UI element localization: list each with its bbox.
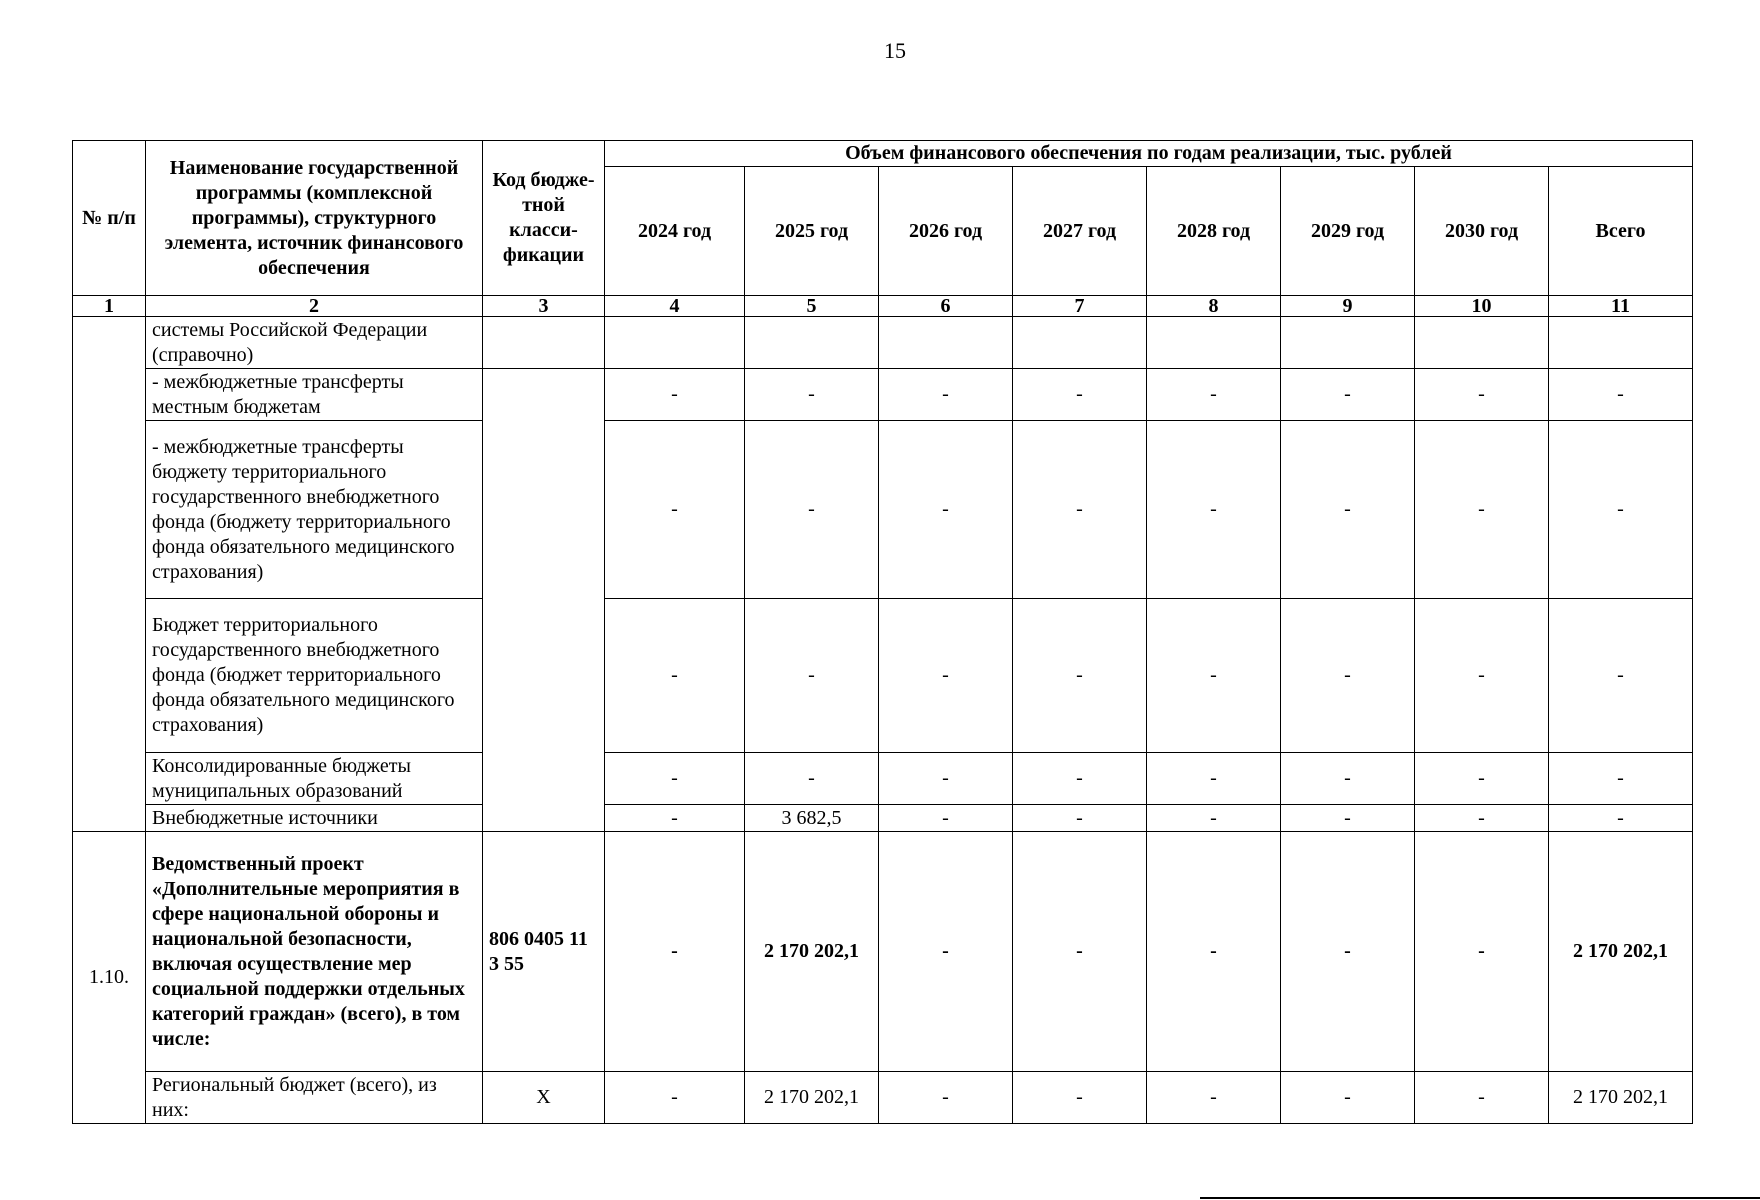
column-number: 10 <box>1415 296 1549 317</box>
value-cell: - <box>745 599 879 753</box>
regional-name: Региональный бюджет (всего), из них: <box>146 1072 483 1124</box>
header-name: Наименование государственной программы (комплексной программы), структурного элемента, источник финансового обеспечения <box>146 141 483 296</box>
value-cell: - <box>1147 832 1281 1072</box>
value-cell: 2 170 202,1 <box>1549 1072 1693 1124</box>
value-cell <box>879 317 1013 369</box>
value-cell: - <box>1415 832 1549 1072</box>
header-year: 2026 год <box>879 167 1013 296</box>
regional-code: Х <box>483 1072 605 1124</box>
header-year: 2025 год <box>745 167 879 296</box>
value-cell <box>1147 317 1281 369</box>
value-cell: - <box>1013 369 1147 421</box>
column-number: 11 <box>1549 296 1693 317</box>
value-cell: - <box>605 832 745 1072</box>
value-cell <box>1415 317 1549 369</box>
header-year: 2029 год <box>1281 167 1415 296</box>
column-number: 1 <box>73 296 146 317</box>
table-row <box>73 805 1693 832</box>
column-number: 5 <box>745 296 879 317</box>
value-cell: - <box>1281 421 1415 599</box>
column-number: 6 <box>879 296 1013 317</box>
value-cell <box>1549 317 1693 369</box>
column-number: 3 <box>483 296 605 317</box>
value-cell <box>605 317 745 369</box>
value-cell: - <box>1013 1072 1147 1124</box>
project-number: 1.10. <box>73 832 146 1124</box>
column-number: 2 <box>146 296 483 317</box>
value-cell: 2 170 202,1 <box>1549 832 1693 1072</box>
row-name: Консолидированные бюджеты муниципальных образований <box>146 753 483 805</box>
value-cell: - <box>1013 421 1147 599</box>
value-cell: - <box>1013 599 1147 753</box>
value-cell: - <box>1281 753 1415 805</box>
code-cell-empty <box>483 317 605 369</box>
value-cell: - <box>1281 805 1415 832</box>
value-cell: - <box>745 421 879 599</box>
value-cell: - <box>745 753 879 805</box>
value-cell: - <box>879 369 1013 421</box>
value-cell: - <box>879 832 1013 1072</box>
value-cell: - <box>1415 753 1549 805</box>
header-num: № п/п <box>73 141 146 296</box>
table-row <box>73 369 1693 421</box>
value-cell: - <box>1549 599 1693 753</box>
value-cell: - <box>745 369 879 421</box>
value-cell: - <box>1013 805 1147 832</box>
value-cell: - <box>879 1072 1013 1124</box>
value-cell: - <box>1147 753 1281 805</box>
value-cell: - <box>1013 753 1147 805</box>
value-cell <box>1013 317 1147 369</box>
value-cell: - <box>1415 421 1549 599</box>
table-row <box>73 599 1693 753</box>
value-cell: - <box>1147 369 1281 421</box>
column-number: 7 <box>1013 296 1147 317</box>
value-cell: - <box>1281 832 1415 1072</box>
row-name: - межбюджетные трансферты местным бюджетам <box>146 369 483 421</box>
value-cell: 3 682,5 <box>745 805 879 832</box>
value-cell: - <box>605 421 745 599</box>
project-name: Ведомственный проект «Дополнительные мероприятия в сфере национальной обороны и национальной безопасности, включая осуществление мер социальной поддержки отдельных категорий граждан» (всего), в том числе: <box>146 832 483 1072</box>
header-year: 2024 год <box>605 167 745 296</box>
regional-row <box>73 1072 1693 1124</box>
project-row <box>73 832 1693 1072</box>
value-cell: - <box>1549 421 1693 599</box>
value-cell: - <box>1549 753 1693 805</box>
value-cell: - <box>879 421 1013 599</box>
row-name: Внебюджетные источники <box>146 805 483 832</box>
value-cell: - <box>605 599 745 753</box>
header-year: 2027 год <box>1013 167 1147 296</box>
value-cell <box>1281 317 1415 369</box>
header-code: Код бюдже-тной класси-фикации <box>483 141 605 296</box>
row-name: - межбюджетные трансферты бюджету территориального государственного внебюджетного фонда (бюджету территориального фонда обязательного медицинского страхования) <box>146 421 483 599</box>
row-name: Бюджет территориального государственного внебюджетного фонда (бюджет территориального фонда обязательного медицинского страхования) <box>146 599 483 753</box>
value-cell: - <box>1147 421 1281 599</box>
value-cell: - <box>879 599 1013 753</box>
value-cell <box>745 317 879 369</box>
value-cell: - <box>1415 369 1549 421</box>
num-cell-empty <box>73 317 146 832</box>
header-year: 2028 год <box>1147 167 1281 296</box>
value-cell: - <box>1281 599 1415 753</box>
table-row <box>73 753 1693 805</box>
value-cell: 2 170 202,1 <box>745 832 879 1072</box>
value-cell: - <box>605 369 745 421</box>
column-numbers-row <box>73 296 1693 317</box>
column-number: 4 <box>605 296 745 317</box>
value-cell: - <box>1013 832 1147 1072</box>
project-code: 806 0405 11 3 55 <box>483 832 605 1072</box>
value-cell: - <box>605 1072 745 1124</box>
financing-table <box>72 140 1693 1124</box>
value-cell: - <box>605 805 745 832</box>
value-cell: - <box>1147 599 1281 753</box>
value-cell: - <box>1415 805 1549 832</box>
header-total: Всего <box>1549 167 1693 296</box>
value-cell: - <box>1549 369 1693 421</box>
value-cell: - <box>1549 805 1693 832</box>
value-cell: 2 170 202,1 <box>745 1072 879 1124</box>
table-row <box>73 421 1693 599</box>
value-cell: - <box>879 805 1013 832</box>
column-number: 8 <box>1147 296 1281 317</box>
value-cell: - <box>1415 599 1549 753</box>
page-number: 15 <box>884 38 906 63</box>
column-number: 9 <box>1281 296 1415 317</box>
value-cell: - <box>879 753 1013 805</box>
bottom-divider <box>1200 1197 1760 1199</box>
value-cell: - <box>1415 1072 1549 1124</box>
row-name: системы Российской Федерации (справочно) <box>146 317 483 369</box>
value-cell: - <box>605 753 745 805</box>
value-cell: - <box>1281 369 1415 421</box>
header-year: 2030 год <box>1415 167 1549 296</box>
header-volume: Объем финансового обеспечения по годам реализации, тыс. рублей <box>605 141 1693 167</box>
value-cell: - <box>1147 805 1281 832</box>
table-row <box>73 317 1693 369</box>
value-cell: - <box>1281 1072 1415 1124</box>
code-cell-empty <box>483 369 605 832</box>
value-cell: - <box>1147 1072 1281 1124</box>
